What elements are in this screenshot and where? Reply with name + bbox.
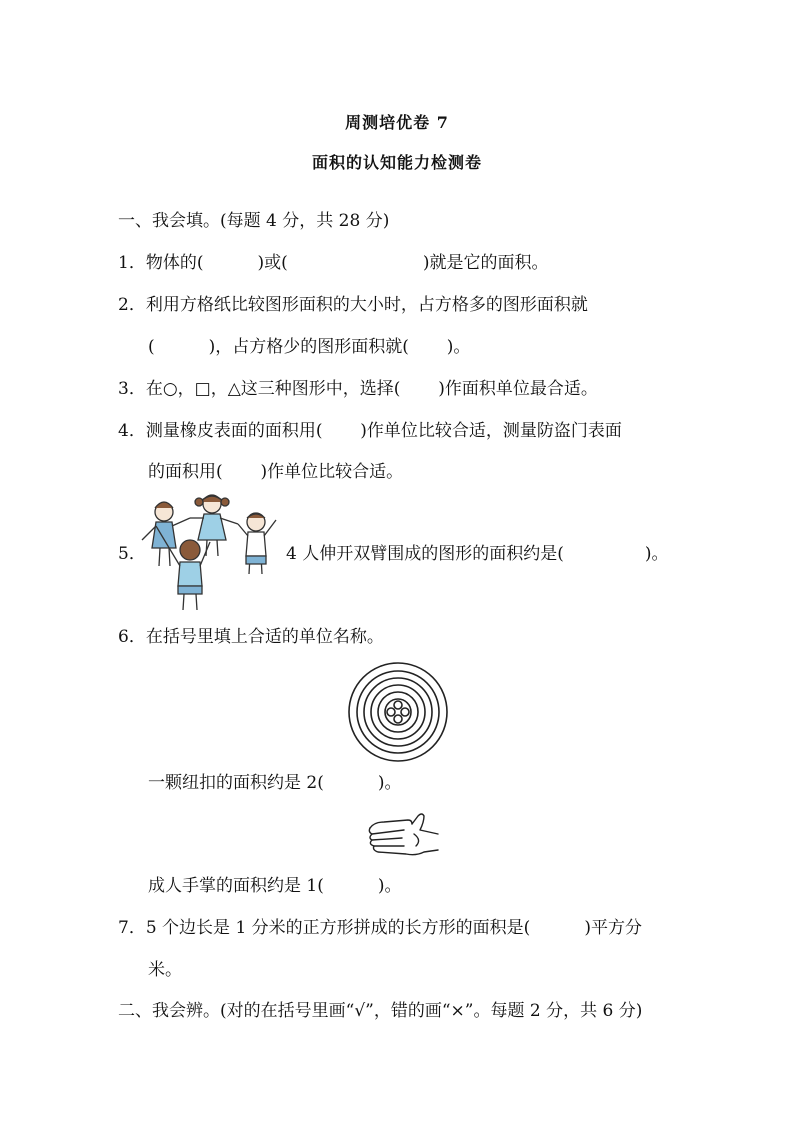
question-5-text: 4 人伸开双臂围成的图形的面积约是( )。 xyxy=(286,544,669,564)
hand-illustration xyxy=(364,806,440,862)
children-holding-hands-illustration xyxy=(138,490,280,612)
question-2-line-1: 2．利用方格纸比较图形面积的大小时，占方格多的图形面积就 xyxy=(118,295,588,315)
question-7-line-1: 7．5 个边长是 1 分米的正方形拼成的长方形的面积是( )平方分 xyxy=(118,918,642,938)
button-illustration xyxy=(346,660,450,764)
question-6-hand: 成人手掌的面积约是 1( )。 xyxy=(148,876,402,896)
question-3: 3．在○，□，△这三种图形中，选择( )作面积单位最合适。 xyxy=(118,379,598,399)
question-4-line-2: 的面积用( )作单位比较合适。 xyxy=(148,462,404,482)
question-7-line-2: 米。 xyxy=(148,960,182,980)
question-6: 6．在括号里填上合适的单位名称。 xyxy=(118,627,384,647)
question-6-button: 一颗纽扣的面积约是 2( )。 xyxy=(148,773,402,793)
section-2-heading: 二、我会辨。(对的在括号里画“√”，错的画“×”。每题 2 分，共 6 分) xyxy=(118,1001,643,1021)
question-4-line-1: 4．测量橡皮表面的面积用( )作单位比较合适，测量防盗门表面 xyxy=(118,421,622,441)
page-subtitle: 面积的认知能力检测卷 xyxy=(311,153,482,172)
question-1: 1．物体的( )或( )就是它的面积。 xyxy=(118,253,549,273)
question-2-line-2: ( )，占方格少的图形面积就( )。 xyxy=(148,337,471,357)
page-title: 周测培优卷 7 xyxy=(345,113,449,132)
section-1-heading: 一、我会填。(每题 4 分，共 28 分) xyxy=(118,211,390,231)
question-5-number: 5． xyxy=(118,544,146,564)
